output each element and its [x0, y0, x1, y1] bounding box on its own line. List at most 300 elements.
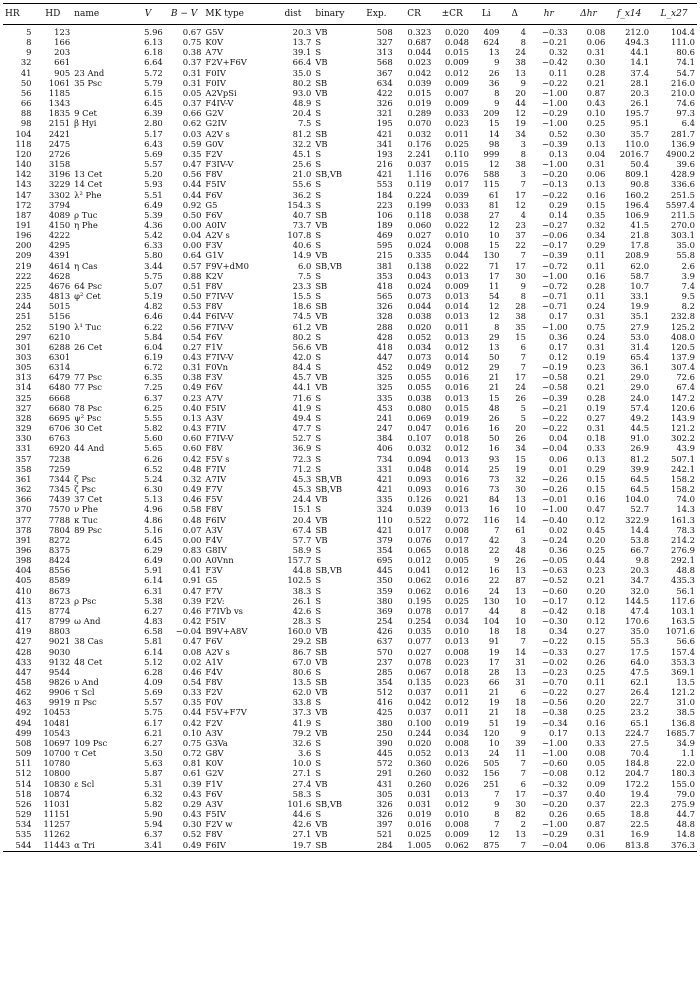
cell-fx14: 10.7 [630, 280, 650, 291]
table-row [3, 78, 697, 88]
table-row [3, 718, 697, 728]
cell-fx14: 20.3 [630, 565, 650, 576]
cell-cr: 0.078 [407, 605, 432, 616]
cell-name: ω And [74, 616, 101, 627]
cell-li: 8 [494, 809, 500, 820]
cell-v: 5.31 [144, 778, 163, 789]
cell-hr: 534 [15, 819, 32, 830]
cell-binary: S [315, 199, 322, 210]
cell-dist: 160.0 [287, 626, 312, 637]
cell-dist: 37.3 [292, 707, 312, 718]
cell-li: 120 [483, 727, 500, 738]
cell-v: 5.72 [144, 67, 163, 78]
cell-cr-err: 0.008 [445, 646, 469, 657]
cell-mk-type: A3V [205, 727, 223, 738]
cell-dist: 10.0 [292, 758, 312, 769]
cell-hr-ratio: 0.04 [549, 433, 568, 444]
cell-b-v: 0.49 [182, 484, 202, 495]
cell-cr: 0.076 [407, 534, 432, 545]
cell-cr: 0.073 [407, 291, 432, 302]
cell-hd: 9919 [48, 697, 71, 708]
cell-hr: 361 [15, 473, 32, 484]
cell-hr-ratio: −0.04 [528, 840, 570, 852]
cell-fx14: 322.9 [625, 514, 650, 525]
cell-li: 209 [483, 108, 500, 119]
cell-name [72, 626, 131, 636]
cell-li: 50 [488, 352, 500, 362]
cell-b-v: 0.04 [182, 230, 202, 241]
cell-delta-hr: 0.15 [586, 199, 606, 210]
cell-v: 6.64 [144, 57, 163, 68]
cell-b-v: 0.72 [182, 748, 202, 759]
cell-delta-hr: 0.09 [586, 778, 606, 789]
cell-b-v: 0.44 [182, 311, 202, 322]
cell-delta: 15 [515, 331, 526, 342]
cell-dist: 74.5 [292, 311, 312, 322]
cell-exp: 354 [376, 544, 393, 555]
cell-hr: 398 [15, 555, 32, 566]
cell-hr: 419 [15, 626, 32, 637]
cell-lx27: 74.6 [676, 98, 695, 109]
cell-b-v: 0.31 [182, 77, 202, 88]
cell-hr-ratio: −0.63 [542, 565, 568, 576]
cell-mk-type: F6V [205, 189, 223, 200]
cell-delta: 31 [515, 677, 526, 687]
cell-cr: 0.035 [407, 626, 432, 637]
cell-delta: 31 [515, 656, 526, 667]
cell-name: ψ² Psc [74, 412, 102, 423]
cell-li: 84 [488, 494, 500, 505]
cell-hd: 10780 [43, 758, 71, 769]
cell-v: 5.17 [144, 128, 163, 139]
cell-li: 9 [494, 57, 500, 68]
cell-lx27: 117.6 [671, 595, 695, 606]
cell-lx27: 6.4 [681, 118, 695, 129]
cell-v: 5.60 [144, 433, 163, 444]
cell-v: 6.14 [144, 575, 163, 586]
cell-delta-hr: 0.31 [586, 423, 606, 434]
cell-v: 5.24 [144, 473, 163, 484]
cell-delta-hr: 0.19 [586, 402, 606, 413]
cell-hd: 7439 [48, 494, 71, 505]
cell-binary: SB [313, 840, 358, 852]
cell-hr-ratio: −0.04 [542, 443, 568, 454]
cell-binary: SB,VB [315, 169, 343, 180]
cell-lx27: 281.7 [671, 128, 695, 139]
cell-name: 64 Psc [74, 280, 102, 291]
cell-b-v: 0.27 [182, 341, 202, 352]
cell-exp: 327 [376, 37, 393, 48]
cell-hr: 378 [15, 524, 32, 535]
cell-name [72, 149, 131, 159]
cell-fx14: 39.9 [630, 463, 650, 474]
cell-dist: 44.6 [292, 809, 312, 820]
cell-cr-err: 0.012 [445, 443, 469, 454]
cell-cr: 0.037 [407, 159, 432, 170]
cell-hd: 8556 [48, 565, 71, 576]
cell-lx27: 44.7 [676, 809, 695, 820]
cell-dist: 101.6 [287, 798, 312, 809]
cell-delta: 10 [515, 504, 526, 515]
cell-delta-hr: 0.25 [586, 544, 606, 555]
cell-hr: 410 [15, 585, 32, 596]
cell-b-v: 0.62 [182, 118, 202, 129]
cell-fx14: 17.5 [630, 646, 650, 657]
cell-li: 21 [488, 372, 500, 383]
cell-hr: 396 [15, 544, 32, 555]
cell-name [72, 240, 131, 250]
cell-b-v: 0.23 [182, 392, 202, 403]
cell-delta: 17 [515, 372, 526, 383]
cell-li: 15 [488, 240, 500, 251]
cell-fx14: 31.4 [630, 341, 650, 352]
cell-fx14: 14.4 [630, 524, 650, 535]
cell-fx14: 35.7 [630, 128, 650, 139]
cell-mk-type: F4V [205, 666, 223, 677]
cell-lx27: 180.3 [671, 768, 695, 779]
cell-binary: SB [315, 677, 328, 687]
cell-delta-hr: 0.33 [586, 443, 606, 454]
cell-lx27: 9.5 [681, 291, 695, 302]
cell-mk-type: F8V [205, 169, 223, 180]
cell-hr: 305 [15, 362, 32, 373]
cell-fx14: 47.4 [630, 605, 650, 616]
cell-mk-type: G5 [205, 199, 218, 210]
cell-cr: 0.080 [407, 402, 432, 413]
cell-hd: 2726 [48, 148, 71, 159]
cell-lx27: 104.4 [671, 27, 695, 37]
cell-hd: 6210 [48, 331, 71, 342]
table-row [3, 261, 697, 271]
cell-hr: 331 [15, 443, 32, 454]
cell-v: 6.21 [144, 727, 163, 738]
cell-fx14: 44.5 [630, 423, 650, 434]
cell-mk-type: F6IV [205, 514, 226, 525]
cell-delta: 13 [515, 666, 526, 677]
cell-hr-ratio: 0.17 [549, 727, 568, 738]
cell-name: λ¹ Tuc [74, 321, 102, 332]
cell-hr: 544 [3, 840, 34, 852]
cell-hd: 9906 [48, 687, 71, 698]
cell-cr: 0.032 [407, 128, 432, 139]
cell-hr-ratio: −0.70 [542, 677, 568, 687]
cell-exp: 326 [376, 798, 393, 809]
table-row [3, 586, 697, 596]
cell-dist: 80.2 [292, 331, 312, 342]
cell-binary: VB [315, 219, 328, 230]
cell-exp: 216 [376, 159, 393, 170]
cell-cr-err: 0.048 [445, 37, 469, 48]
cell-name: 89 Psc [74, 524, 102, 535]
cell-fx14: 18.8 [630, 809, 650, 820]
cell-delta: 6 [520, 687, 526, 698]
table-row [3, 779, 697, 789]
cell-fx14: 36.1 [630, 362, 650, 373]
cell-lx27: 158.2 [671, 484, 695, 495]
cell-cr: 0.323 [407, 27, 432, 37]
cell-name [72, 301, 131, 311]
cell-delta-hr: 0.20 [586, 534, 606, 545]
cell-binary: S [315, 179, 322, 190]
cell-hd: 3158 [48, 159, 71, 170]
table-row [3, 393, 697, 403]
cell-mk-type: K0V [205, 758, 224, 769]
cell-delta-hr: 0.20 [586, 585, 606, 596]
cell-b-v: 0.37 [182, 98, 202, 109]
cell-binary: VB [315, 27, 328, 37]
cell-dist: 27.1 [292, 768, 312, 779]
cell-lx27: 303.1 [671, 230, 695, 241]
cell-name: ρ Tuc [74, 209, 98, 220]
cell-fx14: 52.7 [630, 504, 650, 515]
table-row [3, 281, 697, 291]
cell-hr-ratio: 0.17 [549, 311, 568, 322]
table-row [3, 504, 697, 514]
cell-binary: S [315, 585, 322, 596]
table-row [3, 88, 697, 98]
cell-hr-ratio: −0.30 [542, 616, 568, 627]
cell-exp: 184 [376, 189, 393, 200]
cell-delta-hr: 0.23 [586, 362, 606, 373]
cell-dist: 44.8 [292, 565, 312, 576]
cell-dist: 39.1 [292, 47, 312, 58]
cell-hr-ratio: −0.39 [542, 250, 568, 261]
cell-li: 10 [488, 230, 500, 241]
cell-mk-type: F8V [205, 280, 223, 291]
cell-fx14: 224.7 [625, 727, 650, 738]
cell-fx14: 24.0 [630, 392, 650, 403]
table-row [3, 647, 697, 657]
cell-name [72, 535, 131, 545]
col-delta-hr: Δhr [570, 4, 608, 25]
cell-mk-type: F8V [205, 443, 223, 454]
cell-mk-type: F2V [205, 717, 223, 728]
cell-b-v: 0.48 [182, 514, 202, 525]
cell-b-v: −0.04 [175, 626, 202, 637]
cell-exp: 369 [376, 605, 393, 616]
cell-hd: 5190 [48, 321, 71, 332]
cell-delta-hr: 0.19 [586, 352, 606, 362]
cell-name: 78 Psc [74, 402, 102, 413]
cell-delta: 17 [515, 260, 526, 271]
cell-lx27: 43.9 [676, 443, 695, 454]
cell-b-v: 0.54 [182, 677, 202, 687]
cell-li: 48 [488, 402, 500, 413]
cell-lx27: 74.1 [676, 57, 695, 68]
cell-dist: 40.7 [292, 209, 312, 220]
cell-hd: 6479 [48, 372, 71, 383]
cell-exp: 325 [376, 372, 393, 383]
cell-hr: 66 [20, 98, 32, 109]
cell-hd: 8803 [48, 626, 71, 637]
cell-hr-ratio: −0.33 [542, 646, 568, 657]
cell-dist: 13.5 [292, 677, 312, 687]
cell-lx27: 307.4 [671, 362, 695, 373]
cell-binary: SB [315, 77, 328, 88]
cell-exp: 416 [376, 697, 393, 708]
cell-cr-err: 0.016 [445, 372, 469, 383]
cell-fx14: 20.3 [630, 87, 650, 98]
cell-binary: VB [315, 727, 328, 738]
cell-b-v: 0.60 [182, 433, 202, 444]
col-name: name [72, 4, 131, 25]
cell-b-v: 0.42 [182, 453, 202, 464]
cell-binary: S [315, 433, 322, 444]
cell-binary: SB [315, 209, 328, 220]
cell-fx14: 32.0 [630, 585, 650, 596]
cell-b-v: 0.30 [182, 819, 202, 830]
cell-lx27: 137.9 [671, 352, 695, 362]
cell-v: 6.22 [144, 321, 163, 332]
cell-hr: 377 [15, 514, 32, 525]
cell-hr: 508 [15, 737, 32, 748]
cell-li: 28 [488, 666, 500, 677]
cell-cr: 0.199 [407, 199, 432, 210]
cell-b-v: 0.39 [182, 778, 202, 789]
cell-li: 24 [488, 585, 500, 596]
cell-delta: 13 [515, 494, 526, 505]
cell-cr: 0.135 [407, 677, 432, 687]
cell-cr: 0.042 [407, 697, 432, 708]
cell-hr-ratio: −0.13 [542, 179, 568, 190]
cell-delta: 5 [520, 402, 526, 413]
cell-delta-hr: 0.08 [586, 748, 606, 759]
cell-dist: 15.5 [292, 291, 312, 302]
cell-delta-hr: 0.31 [586, 159, 606, 170]
cell-delta: 7 [520, 758, 526, 769]
cell-hd: 7345 [48, 484, 71, 495]
cell-exp: 215 [376, 250, 393, 261]
cell-dist: 6.0 [297, 260, 312, 271]
cell-mk-type: F7IV-V [205, 321, 234, 332]
cell-lx27: 34.9 [676, 737, 695, 748]
cell-binary: S [315, 159, 322, 170]
cell-hd: 4391 [48, 250, 71, 261]
cell-delta: 32 [515, 473, 526, 484]
cell-fx14: 22.7 [630, 697, 650, 708]
cell-b-v: 0.43 [182, 809, 202, 820]
cell-hr-ratio: −1.00 [542, 118, 568, 129]
col-cr-err: ±CR [433, 4, 471, 25]
cell-lx27: 121.2 [671, 687, 695, 698]
cell-mk-type: A3V [205, 798, 223, 809]
cell-delta: 7 [520, 768, 526, 779]
table-row [3, 301, 697, 311]
cell-lx27: 79.0 [676, 788, 695, 799]
cell-b-v: 0.75 [182, 37, 202, 48]
cell-exp: 359 [376, 585, 393, 596]
cell-v: 5.93 [144, 179, 163, 190]
cell-binary: S [315, 809, 322, 820]
cell-delta: 24 [515, 382, 526, 393]
cell-cr: 0.017 [407, 524, 432, 535]
cell-hd: 4614 [48, 260, 71, 271]
cell-lx27: 211.5 [671, 209, 695, 220]
table-row [3, 758, 697, 768]
cell-cr: 0.043 [407, 270, 432, 281]
cell-hr: 535 [15, 829, 32, 840]
cell-hd: 9030 [48, 646, 71, 657]
cell-v: 6.31 [144, 585, 163, 596]
cell-fx14: 64.0 [630, 656, 650, 667]
cell-cr-err: 0.015 [445, 402, 469, 413]
cell-hr: 313 [15, 372, 32, 383]
cell-dist: 42.6 [292, 819, 312, 830]
cell-hr-ratio: −0.19 [542, 362, 568, 373]
cell-cr: 0.100 [407, 717, 432, 728]
cell-exp: 195 [376, 118, 393, 129]
cell-binary: S [315, 118, 322, 129]
cell-fx14: 64.5 [630, 484, 650, 495]
cell-hd: 2475 [48, 138, 71, 149]
cell-mk-type: F5V [205, 494, 223, 505]
cell-mk-type: G5V [205, 27, 224, 37]
cell-mk-type: F6V [205, 636, 223, 647]
cell-binary: S [315, 697, 322, 708]
cell-cr: 0.195 [407, 595, 432, 606]
cell-cr-err: 0.026 [445, 778, 469, 789]
cell-mk-type: G2V [205, 108, 224, 119]
cell-hd: 4089 [48, 209, 71, 220]
cell-exp: 247 [376, 423, 393, 434]
col-exp: Exp. [358, 4, 395, 25]
cell-mk-type: F6V [205, 209, 223, 220]
cell-delta: 22 [515, 240, 526, 251]
cell-hr-ratio: −0.60 [542, 758, 568, 769]
cell-cr: 0.052 [407, 748, 432, 759]
table-row [3, 565, 697, 575]
cell-exp: 353 [376, 270, 393, 281]
cell-b-v: 0.43 [182, 352, 202, 362]
cell-hd: 7344 [48, 473, 71, 484]
cell-hr-ratio: −0.56 [542, 697, 568, 708]
cell-li: 14 [488, 128, 500, 139]
cell-name [72, 433, 131, 443]
cell-v: 6.49 [144, 555, 163, 566]
cell-li: 18 [488, 626, 500, 637]
cell-hr: 413 [15, 595, 32, 606]
cell-hd: 5156 [48, 311, 71, 322]
cell-dist: 52.7 [292, 433, 312, 444]
cell-binary: VB [315, 382, 328, 393]
cell-hr: 41 [20, 67, 32, 78]
cell-hr: 391 [15, 534, 32, 545]
cell-delta: 20 [515, 87, 526, 98]
cell-exp: 418 [376, 341, 393, 352]
cell-hd: 9132 [48, 656, 71, 667]
cell-b-v: 0.02 [182, 656, 202, 667]
cell-li: 9 [494, 98, 500, 109]
cell-v: 6.37 [144, 829, 163, 840]
cell-cr: 0.038 [407, 311, 432, 322]
cell-hd: 6695 [48, 412, 71, 423]
cell-lx27: 38.5 [676, 707, 695, 718]
cell-hr-ratio: −0.20 [542, 169, 568, 180]
cell-lx27: 251.5 [671, 189, 695, 200]
cell-binary: S [315, 98, 322, 109]
cell-lx27: 39.6 [676, 159, 695, 170]
table-row [3, 575, 697, 585]
cell-v: 7.25 [144, 382, 163, 393]
cell-mk-type: F7IV-V [205, 352, 234, 362]
cell-delta: 2 [520, 819, 526, 830]
cell-li: 13 [488, 341, 500, 352]
cell-hr-ratio: −0.26 [542, 484, 568, 495]
cell-hd: 1061 [48, 77, 71, 88]
cell-binary: SB,VB [315, 565, 343, 576]
cell-dist: 41.9 [292, 402, 312, 413]
cell-delta-hr: 0.16 [586, 189, 606, 200]
